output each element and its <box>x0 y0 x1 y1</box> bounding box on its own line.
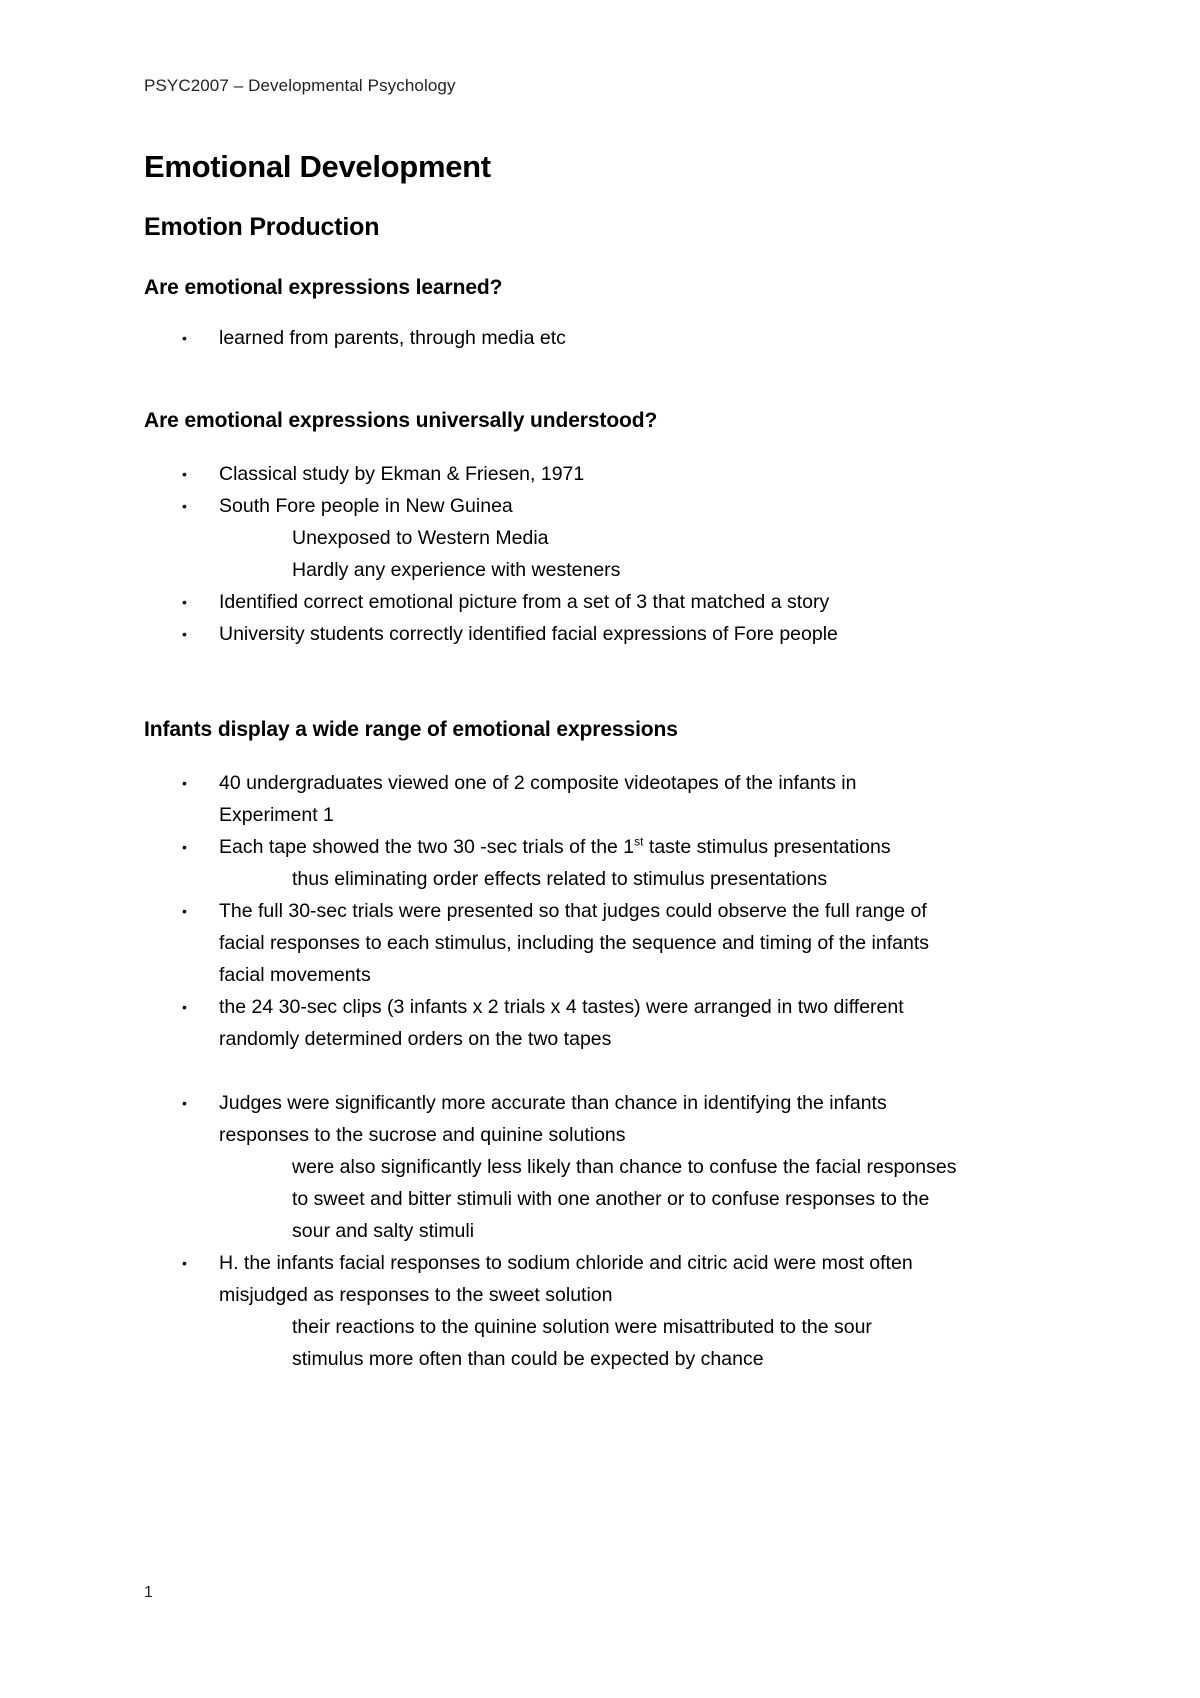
bullet-text: Identified correct emotional picture from a set of 3 that matched a story <box>219 591 830 613</box>
bullet-marker: • <box>182 498 187 514</box>
bullet-text: University students correctly identified facial expressions of Fore people <box>219 623 838 645</box>
bullet-marker: • <box>182 466 187 482</box>
bullet-marker: • <box>182 903 187 919</box>
document-title: Emotional Development <box>144 149 491 184</box>
bullet-text-cont: misjudged as responses to the sweet solution <box>219 1284 613 1306</box>
sub-line: their reactions to the quinine solution were misattributed to the sour <box>292 1316 872 1338</box>
bullet-text: The full 30-sec trials were presented so that judges could observe the full range of <box>219 900 927 922</box>
bullet-text-cont: facial responses to each stimulus, including the sequence and timing of the infants <box>219 932 930 954</box>
sub-line: stimulus more often than could be expected by chance <box>292 1348 764 1370</box>
sub-line: were also significantly less likely than chance to confuse the facial responses <box>292 1156 957 1178</box>
heading-learned: Are emotional expressions learned? <box>144 276 503 299</box>
bullet-text: Classical study by Ekman & Friesen, 1971 <box>219 463 585 485</box>
bullet-text-cont: Experiment 1 <box>219 804 334 826</box>
sub-line: thus eliminating order effects related to stimulus presentations <box>292 868 828 890</box>
bullet-marker: • <box>182 775 187 791</box>
bullet-text-cont: responses to the sucrose and quinine solutions <box>219 1124 626 1146</box>
bullet-text-cont: randomly determined orders on the two tapes <box>219 1028 612 1050</box>
bullet-marker: • <box>182 1255 187 1271</box>
bullet-marker: • <box>182 999 187 1015</box>
bullet-marker: • <box>182 1095 187 1111</box>
sub-line: Unexposed to Western Media <box>292 527 549 549</box>
page-number: 1 <box>144 1584 153 1601</box>
page-header: PSYC2007 – Developmental Psychology <box>144 76 456 95</box>
bullet-text: H. the infants facial responses to sodium chloride and citric acid were most often <box>219 1252 913 1274</box>
bullet-text: the 24 30-sec clips (3 infants x 2 trials x 4 tastes) were arranged in two different <box>219 996 904 1018</box>
bullet-marker: • <box>182 330 187 346</box>
bullet-marker: • <box>182 626 187 642</box>
heading-infants: Infants display a wide range of emotional expressions <box>144 718 678 741</box>
bullet-text-part: taste stimulus presentations <box>643 836 891 858</box>
sub-line: sour and salty stimuli <box>292 1220 475 1242</box>
bullet-text: South Fore people in New Guinea <box>219 495 513 517</box>
sub-line: to sweet and bitter stimuli with one another or to confuse responses to the <box>292 1188 930 1210</box>
bullet-text: 40 undergraduates viewed one of 2 composite videotapes of the infants in <box>219 772 857 794</box>
bullet-marker: • <box>182 594 187 610</box>
bullet-text-part: Each tape showed the two 30 -sec trials of the 1 <box>219 836 635 858</box>
superscript: st <box>634 834 644 849</box>
bullet-text: Judges were significantly more accurate than chance in identifying the infants <box>219 1092 887 1114</box>
bullet-text: learned from parents, through media etc <box>219 327 566 349</box>
bullet-marker: • <box>182 839 187 855</box>
heading-universal: Are emotional expressions universally understood? <box>144 409 658 432</box>
section-heading: Emotion Production <box>144 213 380 241</box>
bullet-text <box>219 835 891 859</box>
bullet-text-cont: facial movements <box>219 964 371 986</box>
sub-line: Hardly any experience with westeners <box>292 559 621 581</box>
